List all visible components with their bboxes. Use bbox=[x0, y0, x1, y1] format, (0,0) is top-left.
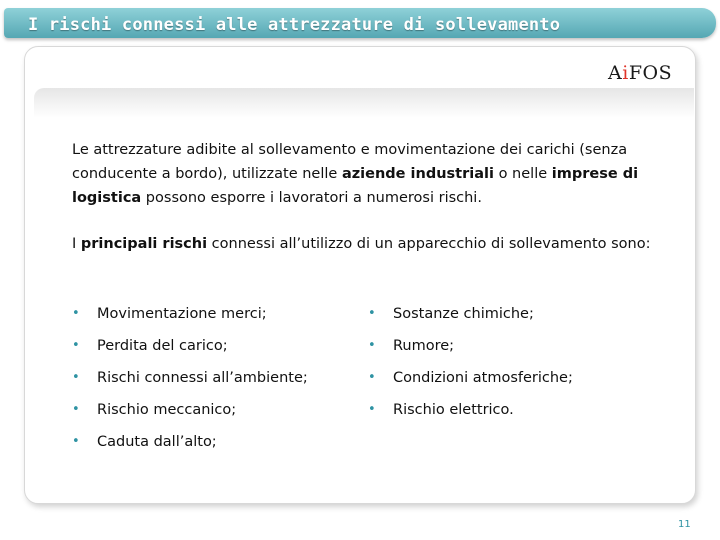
intro-text-2: o nelle bbox=[493, 166, 552, 182]
intro-bold-1: aziende industriali bbox=[341, 166, 494, 182]
intro-text-1: Le attrezzature adibite al sollevamento e movimentazione dei carichi (senza conducente a bordo), utilizzate nelle bbox=[72, 142, 628, 182]
intro-paragraph bbox=[72, 138, 662, 210]
intro-text-3: possono esporre i lavoratori a numerosi rischi. bbox=[141, 190, 482, 206]
bullet-icon: • bbox=[72, 306, 80, 321]
list-item-label: Rumore; bbox=[393, 338, 455, 354]
logo-text-i: i bbox=[622, 62, 629, 84]
bullet-icon: • bbox=[368, 402, 376, 417]
list-item-label: Rischio elettrico. bbox=[393, 402, 514, 418]
bullet-icon: • bbox=[368, 370, 376, 385]
risks-bold-1: principali rischi bbox=[80, 236, 208, 252]
list-item-label: Perdita del carico; bbox=[97, 338, 228, 354]
risks-intro-paragraph bbox=[72, 232, 662, 256]
bullet-icon: • bbox=[368, 306, 376, 321]
list-item-label: Condizioni atmosferiche; bbox=[393, 370, 573, 386]
aifos-logo bbox=[608, 62, 672, 84]
risks-text-2: connessi all’utilizzo di un apparecchio di sollevamento sono: bbox=[207, 236, 651, 252]
logo-text-fos: FOS bbox=[628, 62, 673, 84]
page-number: 11 bbox=[678, 519, 691, 530]
bullet-icon: • bbox=[72, 370, 80, 385]
list-item-label: Rischi connessi all’ambiente; bbox=[97, 370, 308, 386]
risks-text-1: I bbox=[72, 236, 81, 252]
card-header-band bbox=[34, 88, 694, 118]
list-item-label: Rischio meccanico; bbox=[97, 402, 237, 418]
bullet-icon: • bbox=[72, 338, 80, 353]
bullet-icon: • bbox=[368, 338, 376, 353]
slide-title: I rischi connessi alle attrezzature di sollevamento bbox=[28, 15, 561, 35]
intro-bold-2: imprese di logistica bbox=[72, 166, 639, 206]
list-item-label: Movimentazione merci; bbox=[97, 306, 267, 322]
list-item-label: Sostanze chimiche; bbox=[393, 306, 534, 322]
bullet-icon: • bbox=[72, 402, 80, 417]
bullet-icon: • bbox=[72, 434, 80, 449]
list-item-label: Caduta dall’alto; bbox=[97, 434, 217, 450]
logo-text-a: A bbox=[608, 62, 623, 84]
